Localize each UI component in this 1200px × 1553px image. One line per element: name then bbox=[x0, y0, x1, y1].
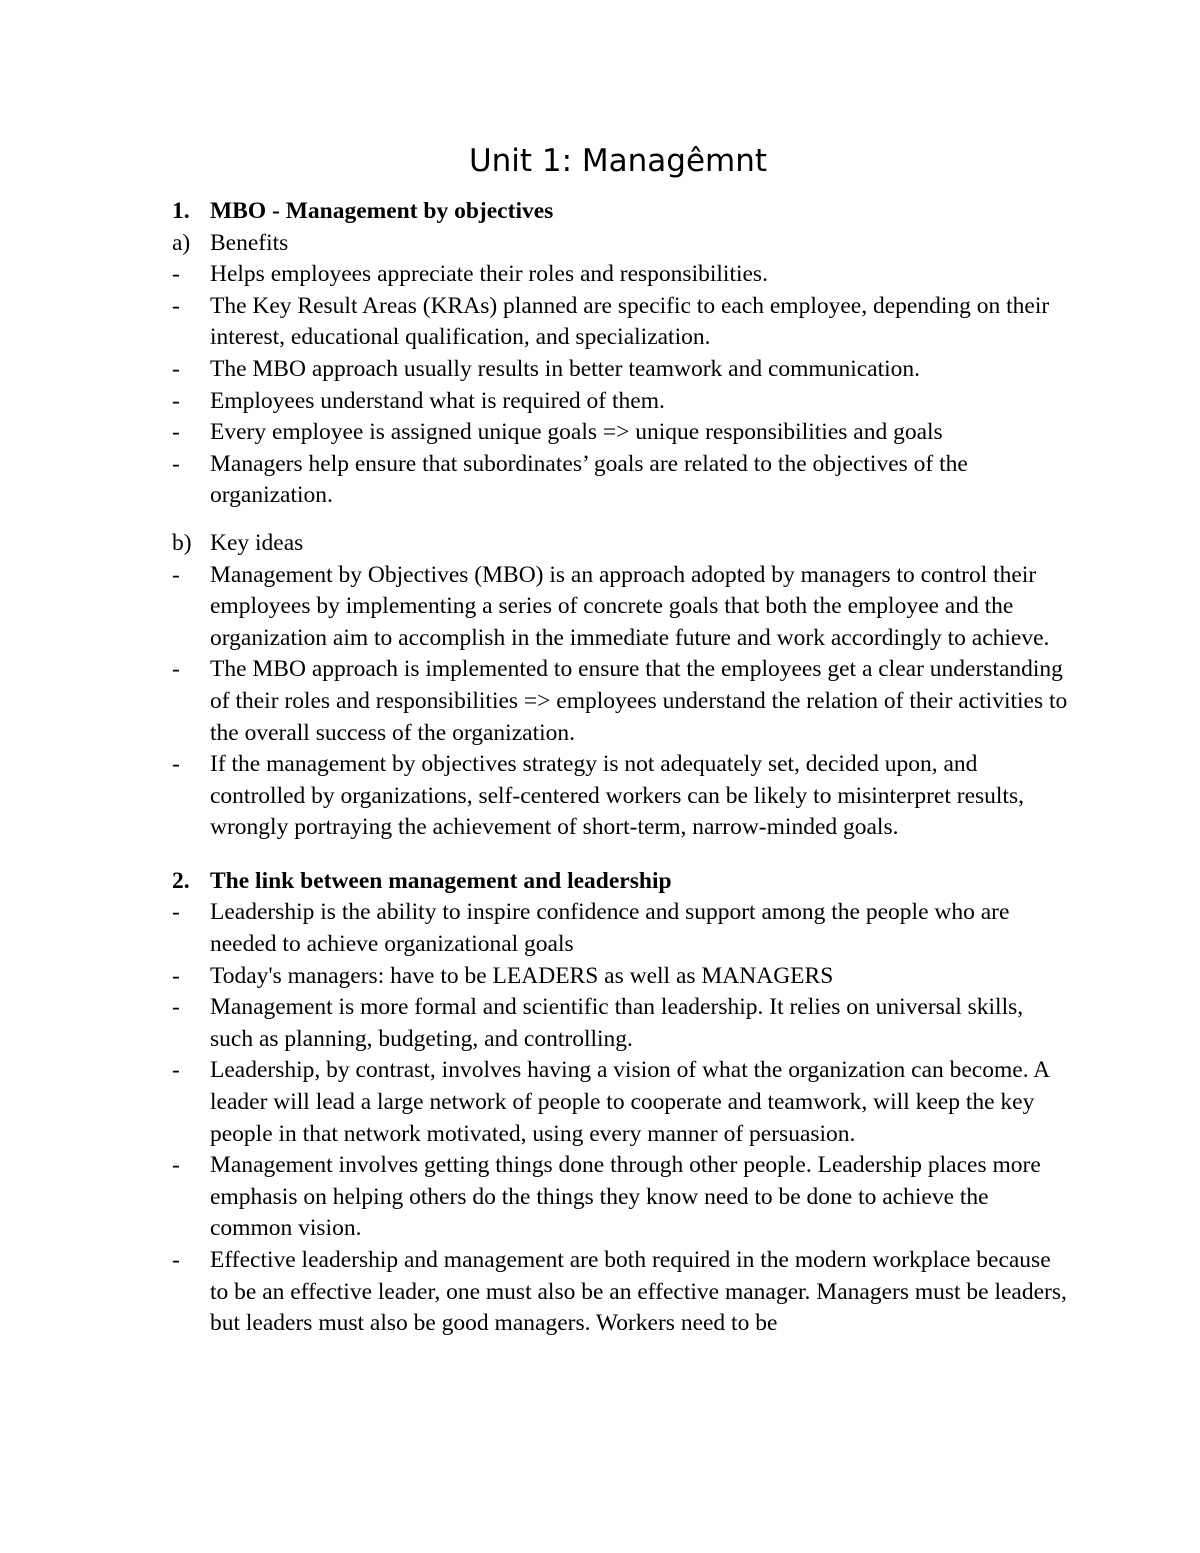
list-item bbox=[172, 291, 1072, 354]
bullet-text: Employees understand what is required of them. bbox=[210, 387, 665, 414]
bullet-text: The MBO approach usually results in better teamwork and communication. bbox=[210, 355, 921, 382]
document-body bbox=[172, 196, 1072, 1340]
subsection-a-label bbox=[172, 228, 1072, 260]
section-number: 2. bbox=[172, 867, 190, 894]
bullet-text: Every employee is assigned unique goals => unique responsibilities and goals bbox=[210, 419, 943, 446]
list-item bbox=[172, 449, 1072, 512]
subsection-b-label bbox=[172, 528, 1072, 560]
bullet-dash: - bbox=[172, 656, 180, 683]
bullet-text: Leadership, by contrast, involves having a vision of what the organization can become. A leader will lead a large network of people to cooperate and teamwork, will keep the key people in that network motivated, using every manner of persuasion. bbox=[210, 1057, 1049, 1147]
list-item bbox=[172, 1150, 1072, 1245]
list-item bbox=[172, 749, 1072, 844]
bullet-text: Managers help ensure that subordinates’ goals are related to the objectives of the organization. bbox=[210, 450, 968, 509]
list-item bbox=[172, 961, 1072, 993]
bullet-dash: - bbox=[172, 450, 180, 477]
bullet-dash: - bbox=[172, 1152, 180, 1179]
bullet-dash: - bbox=[172, 561, 180, 588]
bullet-dash: - bbox=[172, 1247, 180, 1273]
bullet-text: Management by Objectives (MBO) is an approach adopted by managers to control their employees by implementing a series of concrete goals that both the employee and the organization aim to accomplish in the immediate future and work accordingly to achieve. bbox=[210, 561, 1050, 651]
bullet-text: Leadership is the ability to inspire confidence and support among the people who are needed to achieve organizational goals bbox=[210, 899, 1010, 958]
bullet-dash: - bbox=[172, 962, 180, 989]
bullet-dash: - bbox=[172, 419, 180, 446]
bullet-text: The Key Result Areas (KRAs) planned are specific to each employee, depending on their interest, educational qualification, and specialization. bbox=[210, 292, 1050, 351]
list-item bbox=[172, 992, 1072, 1055]
list-item bbox=[172, 560, 1072, 655]
section-heading: The link between management and leadership bbox=[210, 867, 672, 894]
section-2-heading bbox=[172, 866, 1072, 898]
bullet-text: If the management by objectives strategy is not adequately set, decided upon, and controlled by organizations, self-centered workers can be likely to misinterpret results, wrongly portraying the achievement of short-term, narrow-minded goals. bbox=[210, 751, 1024, 841]
bullet-dash: - bbox=[172, 355, 180, 382]
bullet-dash: - bbox=[172, 994, 180, 1021]
subsection-label: Key ideas bbox=[210, 529, 304, 556]
list-item bbox=[172, 386, 1072, 418]
bullet-text: The MBO approach is implemented to ensure that the employees get a clear understanding of their roles and responsibilities => employees understand the relation of their activities to the overall success of the organization. bbox=[210, 656, 1068, 746]
bullet-dash: - bbox=[172, 751, 180, 778]
subsection-label: Benefits bbox=[210, 229, 289, 256]
bullet-dash: - bbox=[172, 261, 180, 288]
bullet-text: Management is more formal and scientific than leadership. It relies on universal skills, such as planning, budgeting, and controlling. bbox=[210, 994, 1024, 1052]
list-item bbox=[172, 259, 1072, 291]
list-item bbox=[172, 1245, 1072, 1340]
section-number: 1. bbox=[172, 198, 190, 224]
section-heading: MBO - Management by objectives bbox=[210, 198, 554, 224]
list-item bbox=[172, 654, 1072, 749]
list-item bbox=[172, 417, 1072, 449]
bullet-dash: - bbox=[172, 387, 180, 414]
bullet-text: Today's managers: have to be LEADERS as well as MANAGERS bbox=[210, 962, 834, 989]
subsection-marker: b) bbox=[172, 529, 192, 556]
bullet-dash: - bbox=[172, 1057, 180, 1084]
bullet-text: Effective leadership and management are both required in the modern workplace because to be an effective leader, one must also be an effective manager. Managers must be leaders, but leaders must also be good managers. Workers need to be bbox=[210, 1247, 1067, 1337]
list-item bbox=[172, 897, 1072, 960]
section-1-heading bbox=[172, 196, 1072, 228]
list-item bbox=[172, 354, 1072, 386]
list-item bbox=[172, 1055, 1072, 1150]
document-title: Unit 1: Managêmnt bbox=[468, 143, 768, 179]
bullet-text: Helps employees appreciate their roles and responsibilities. bbox=[210, 261, 768, 288]
bullet-text: Management involves getting things done through other people. Leadership places more emphasis on helping others do the things they know need to be done to achieve the common vision. bbox=[210, 1152, 1041, 1242]
subsection-marker: a) bbox=[172, 229, 191, 256]
bullet-dash: - bbox=[172, 899, 180, 926]
bullet-dash: - bbox=[172, 292, 180, 319]
